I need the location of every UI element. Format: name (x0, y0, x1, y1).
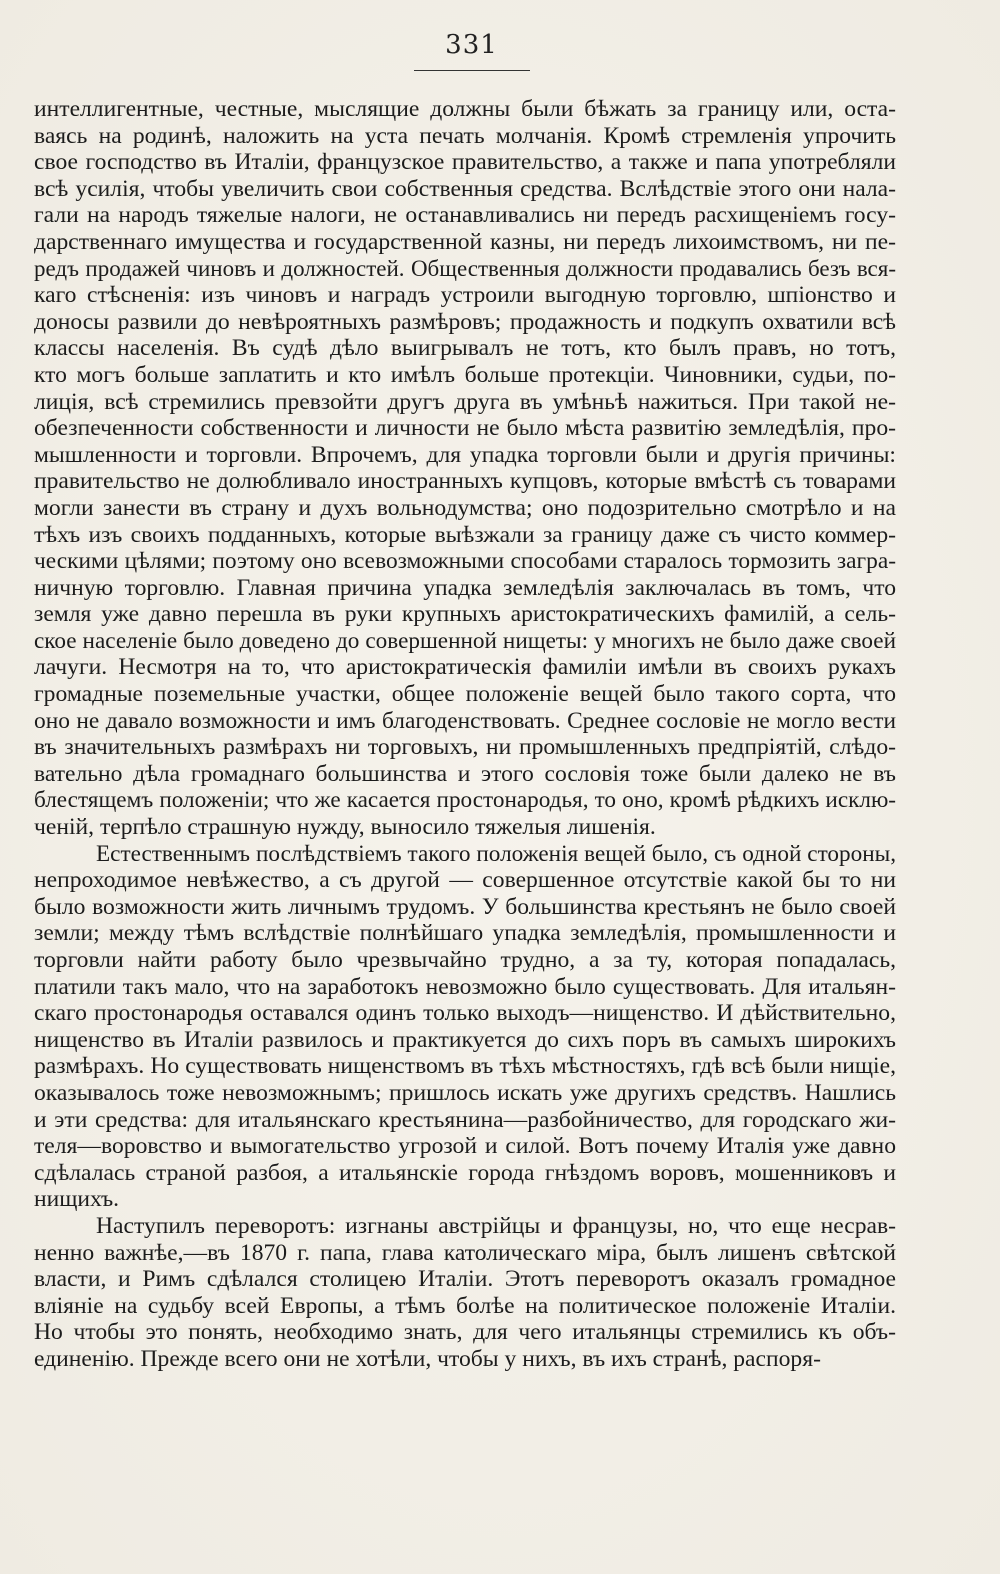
text-line: мышленности и торговли. Впрочемъ, для упадка торговли были и другія причины: (34, 441, 896, 468)
text-line: ское населеніе было доведено до совершенной нищеты: у многихъ не было даже своей (34, 627, 896, 654)
text-line: единенію. Прежде всего они не хотѣли, чтобы у нихъ, въ ихъ странѣ, распоря- (34, 1345, 821, 1372)
text-line: сдѣлалась страной разбоя, а итальянскіе города гнѣздомъ воровъ, мошенниковъ и (34, 1159, 896, 1186)
text-line: ченій, терпѣло страшную нужду, выносило тяжелыя лишенія. (34, 814, 656, 841)
text-line: классы населенія. Въ судѣ дѣло выигрывалъ не тотъ, кто былъ правъ, но тотъ, (34, 335, 896, 362)
text-line: гали на народъ тяжелые налоги, не останавливались ни передъ расхищеніемъ госу- (34, 202, 896, 229)
text-line: всѣ усилія, чтобы увеличить свои собственныя средства. Вслѣдствіе этого они нала- (34, 175, 896, 202)
page-number-rule (414, 70, 530, 71)
text-line: теля—воровство и вымогательство угрозой и силой. Вотъ почему Италія уже давно (34, 1133, 896, 1160)
text-line: ненно важнѣе,—въ 1870 г. папа, глава католическаго міра, былъ лишенъ свѣтской (34, 1239, 896, 1266)
text-line: ничную торговлю. Главная причина упадка земледѣлія заключалась въ томъ, что (34, 574, 896, 601)
text-line: въ значительныхъ размѣрахъ ни торговыхъ, ни промышленныхъ предпріятій, слѣдо- (34, 734, 896, 761)
text-line: непроходимое невѣжество, а съ другой — совершенное отсутствіе какой бы то ни (34, 867, 896, 894)
text-line: блестящемъ положеніи; что же касается простонародья, то оно, кромѣ рѣдкихъ исклю- (34, 787, 896, 814)
text-line: было возможности жить личнымъ трудомъ. У большинства крестьянъ не было своей (34, 893, 896, 920)
text-line: могли занести въ страну и духъ вольнодумства; оно подозрительно смотрѣло и на (34, 494, 896, 521)
text-line: и эти средства: для итальянскаго крестьянина—разбойничество, для городскаго жи- (34, 1106, 896, 1133)
text-line: платили такъ мало, что на заработокъ невозможно было существовать. Для итальян- (34, 973, 896, 1000)
text-line: нищихъ. (34, 1186, 120, 1213)
text-line: оно не давало возможности и имъ благоденствовать. Среднее сословіе не могло вести (34, 707, 896, 734)
paragraph (34, 96, 896, 841)
text-line: правительство не долюбливало иностранныхъ купцовъ, которые вмѣстѣ съ товарами (34, 468, 896, 495)
text-line: обезпеченности собственности и личности не было мѣста развитію земледѣлія, про- (34, 415, 896, 442)
text-line: дарственнаго имущества и государственной казны, ни передъ лихоимствомъ, ни пе- (34, 228, 896, 255)
text-line: вательно дѣла громаднаго большинства и этого сословія тоже были далеко не въ (34, 760, 896, 787)
text-line: лиція, всѣ стремились превзойти другъ друга въ умѣньѣ нажиться. При такой не- (34, 388, 896, 415)
page-number: 331 (445, 30, 498, 60)
text-line: лачуги. Несмотря на то, что аристократическія фамиліи имѣли въ своихъ рукахъ (34, 654, 896, 681)
body-text (34, 96, 896, 1373)
text-line: Наступилъ переворотъ: изгнаны австрійцы и французы, но, что еще несрав- (96, 1212, 896, 1239)
text-line: интеллигентные, честные, мыслящие должны были бѣжать за границу или, оста- (34, 96, 896, 122)
text-line: земли; между тѣмъ вслѣдствіе полнѣйшаго упадка земледѣлія, промышленности и (34, 920, 896, 947)
text-line: кто могъ больше заплатить и кто имѣлъ больше протекціи. Чиновники, судьи, по- (34, 361, 896, 388)
text-line: размѣрахъ. Но существовать нищенствомъ въ тѣхъ мѣстностяхъ, гдѣ всѣ были нищіе, (34, 1053, 896, 1080)
paragraph (34, 1213, 896, 1373)
text-line: тѣхъ изъ своихъ подданныхъ, которые выѣзжали за границу даже съ чисто коммер- (34, 521, 896, 548)
text-line: нищенство въ Италіи развилось и практикуется до сихъ поръ въ самыхъ широкихъ (34, 1026, 896, 1053)
paragraph (34, 841, 896, 1213)
text-line: торговли найти работу было чрезвычайно трудно, а за ту, которая попадалась, (34, 947, 896, 973)
text-line: свое господство въ Италіи, французское правительство, а также и папа употребляли (34, 149, 896, 176)
text-line: каго стѣсненія: изъ чиновъ и наградъ устроили выгодную торговлю, шпіонство и (34, 282, 896, 309)
text-line: земля уже давно перешла въ руки крупныхъ аристократическихъ фамилій, а сель- (34, 601, 896, 628)
text-line: Но чтобы это понять, необходимо знать, для чего итальянцы стремились къ объ- (34, 1319, 896, 1346)
text-line: Естественнымъ послѣдствіемъ такого положенія вещей было, съ одной стороны, (96, 840, 896, 867)
text-line: громадные поземельные участки, общее положеніе вещей было такого сорта, что (34, 681, 896, 708)
text-line: скаго простонародья оставался одинъ только выходъ—нищенство. И дѣйствительно, (34, 1000, 896, 1027)
text-line: редъ продажей чиновъ и должностей. Общественныя должности продавались безъ вся- (34, 255, 896, 281)
text-line: ческими цѣлями; поэтому оно всевозможными способами старалось тормозить загра- (34, 548, 896, 575)
text-line: вліяніе на судьбу всей Европы, а тѣмъ болѣе на политическое положеніе Италіи. (34, 1292, 896, 1319)
text-line: доносы развили до невѣроятныхъ размѣровъ; продажность и подкупъ охватили всѣ (34, 308, 896, 335)
text-line: оказывалось тоже невозможнымъ; пришлось искать уже другихъ средствъ. Нашлись (34, 1079, 896, 1106)
text-line: власти, и Римъ сдѣлался столицею Италіи. Этотъ переворотъ оказалъ громадное (34, 1266, 896, 1293)
text-line: ваясь на родинѣ, наложить на уста печать молчанія. Кромѣ стремленія упрочить (34, 122, 896, 149)
